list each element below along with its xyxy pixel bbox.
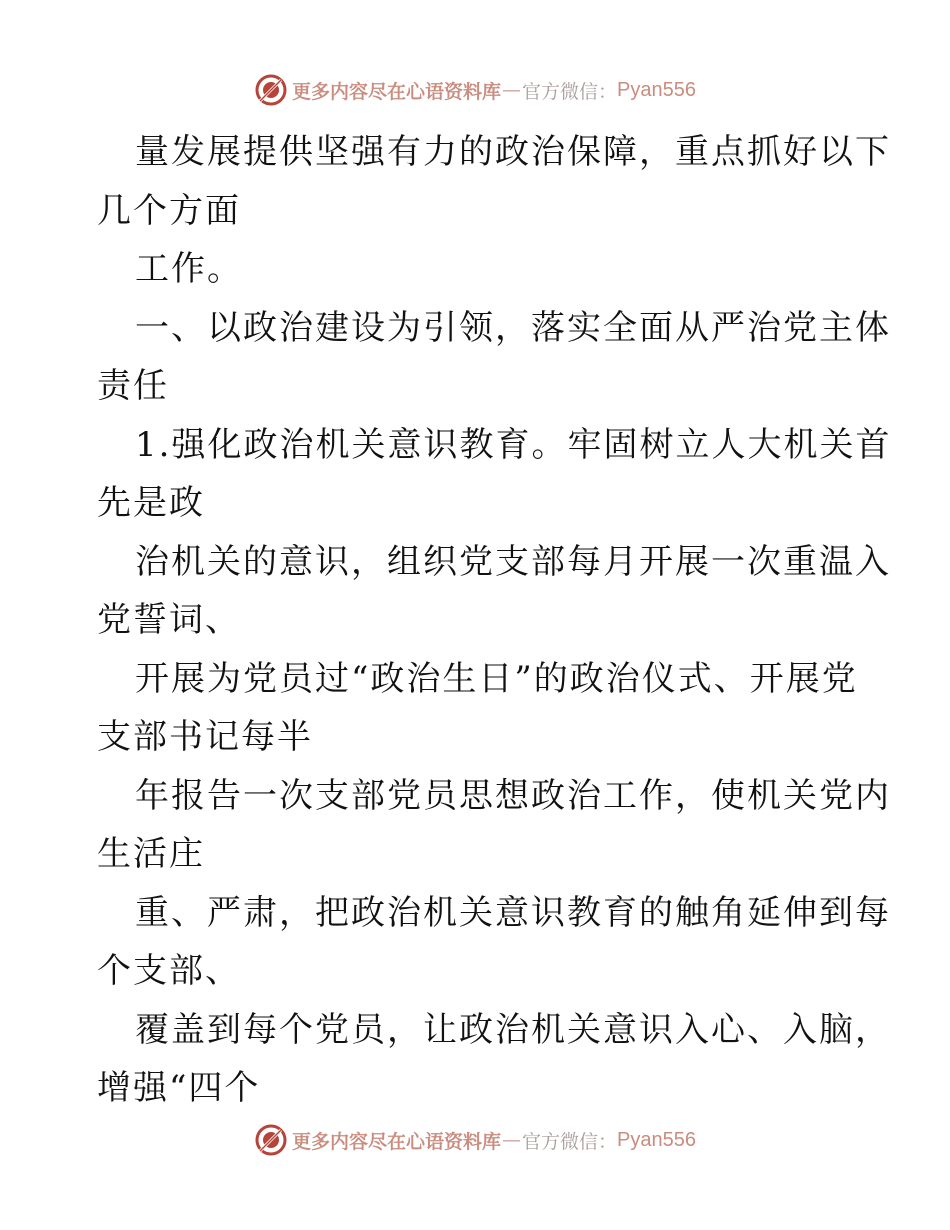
- text-line: 重、严肃，把政治机关意识教育的触角延伸到每: [135, 892, 891, 933]
- document-body: [97, 123, 892, 1118]
- banner-dash: —: [502, 79, 522, 101]
- text-line: 1.强化政治机关意识教育。牢固树立人大机关首: [135, 424, 892, 465]
- text-line: 覆盖到每个党员，让政治机关意识入心、入脑，: [135, 1009, 891, 1050]
- text-line: 责任: [97, 366, 169, 406]
- text-line: 开展为党员过“政治生日”的政治仪式、开展党: [135, 658, 858, 699]
- text-line: 一、以政治建设为引领，落实全面从严治党主体: [135, 307, 891, 348]
- pen-logo-icon: [254, 73, 288, 107]
- text-line: 量发展提供坚强有力的政治保障，重点抓好以下: [135, 132, 891, 172]
- pen-logo-icon: [254, 1123, 288, 1157]
- banner-site-name: 更多内容尽在心语资料库: [292, 1130, 502, 1153]
- text-line: 工作。: [135, 249, 243, 289]
- banner-dash: —: [502, 1129, 522, 1151]
- text-line: 生活庄: [97, 834, 205, 874]
- footer-banner: [0, 1120, 950, 1160]
- text-line: 先是政: [97, 483, 205, 523]
- text-line: 增强“四个: [97, 1068, 261, 1108]
- text-line: 治机关的意识，组织党支部每月开展一次重温入: [135, 541, 891, 582]
- banner-wechat-id: Pyan556: [617, 78, 696, 101]
- banner-wechat-id: Pyan556: [617, 1128, 696, 1151]
- text-line: 年报告一次支部党员思想政治工作，使机关党内: [135, 775, 891, 816]
- header-banner: [0, 70, 950, 110]
- banner-wechat-label: 官方微信：: [522, 1130, 618, 1153]
- text-line: 党誓词、: [97, 600, 241, 640]
- text-line: 支部书记每半: [97, 717, 313, 757]
- text-line: 个支部、: [97, 951, 241, 991]
- text-line: 几个方面: [97, 190, 241, 231]
- banner-site-name: 更多内容尽在心语资料库: [292, 80, 502, 103]
- banner-wechat-label: 官方微信：: [522, 80, 618, 103]
